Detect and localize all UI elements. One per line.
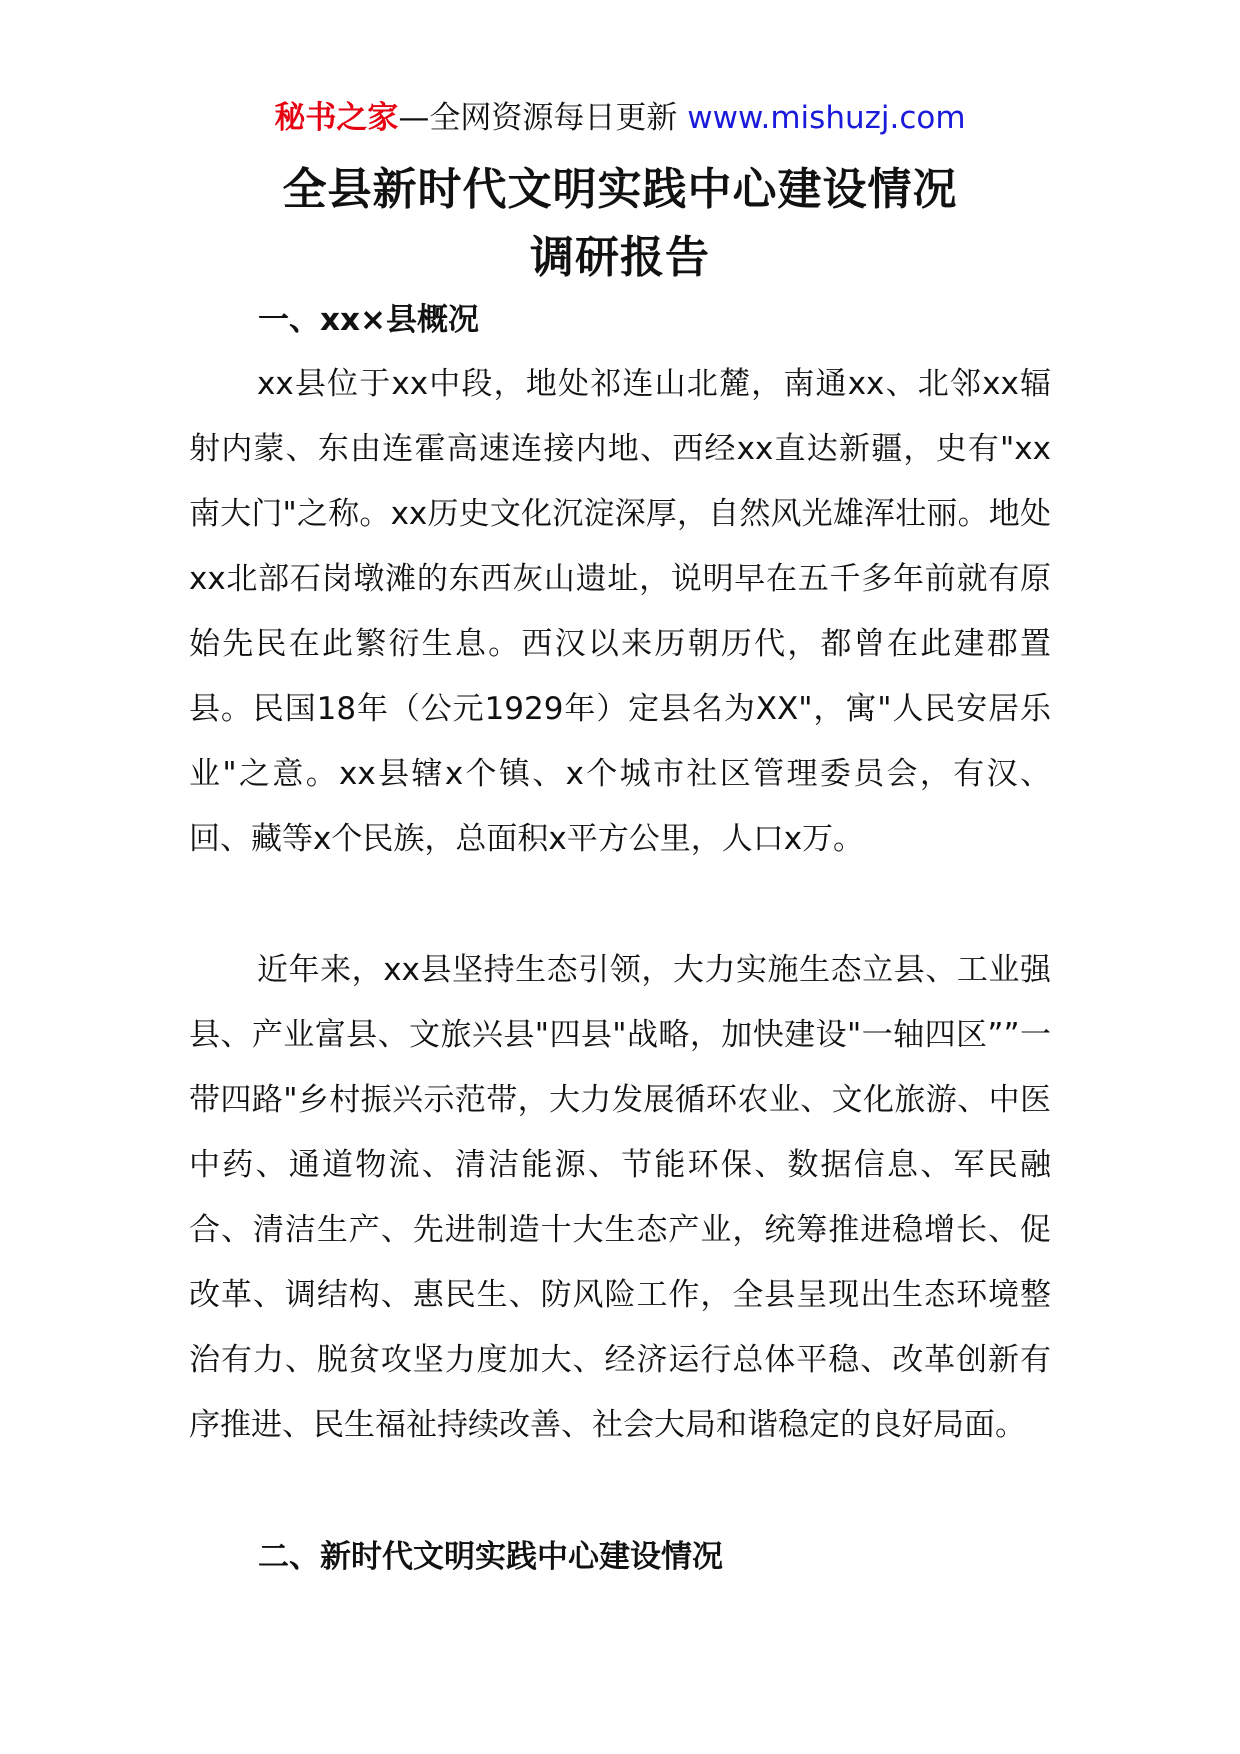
site-url[interactable]: www.mishuzj.com: [687, 100, 966, 136]
paragraph-recent-development: 近年来，xx县坚持生态引领，大力实施生态立县、工业强县、产业富县、文旅兴县"四县"战略，加快建设"一轴四区””一带四路"乡村振兴示范带，大力发展循环农业、文化旅游、中医中药、通道物流、清洁能源、节能环保、数据信息、军民融合、清洁生产、先进制造十大生态产业，统筹推进稳增长、促改革、调结构、惠民生、防风险工作，全县呈现出生态环境整治有力、脱贫攻坚力度加大、经济运行总体平稳、改革创新有序推进、民生福祉持续改善、社会大局和谐稳定的良好局面。: [189, 952, 1051, 1443]
document-title-line2: 调研报告: [530, 232, 710, 283]
section-heading-overview: 一、xx×县概况: [258, 302, 479, 338]
header-slogan: —全网资源每日更新: [398, 100, 688, 136]
paragraph-county-overview: xx县位于xx中段，地处祁连山北麓，南通xx、北邻xx辐射内蒙、东由连霍高速连接内地、西经xx直达新疆，史有"xx南大门"之称。xx历史文化沉淀深厚，自然风光雄浑壮丽。地处xx北部石岗墩滩的东西灰山遗址，说明早在五千多年前就有原始先民在此繁衍生息。西汉以来历朝历代，都曾在此建郡置县。民国18年（公元1929年）定县名为XX"，寓"人民安居乐业"之意。xx县辖x个镇、x个城市社区管理委员会，有汉、回、藏等x个民族，总面积x平方公里，人口x万。: [189, 366, 1051, 857]
section-heading-center-construction: 二、新时代文明实践中心建设情况: [258, 1539, 723, 1575]
brand-name: 秘书之家: [274, 100, 399, 136]
site-header: [0, 98, 1240, 138]
document-title-line1: 全县新时代文明实践中心建设情况: [282, 164, 958, 215]
